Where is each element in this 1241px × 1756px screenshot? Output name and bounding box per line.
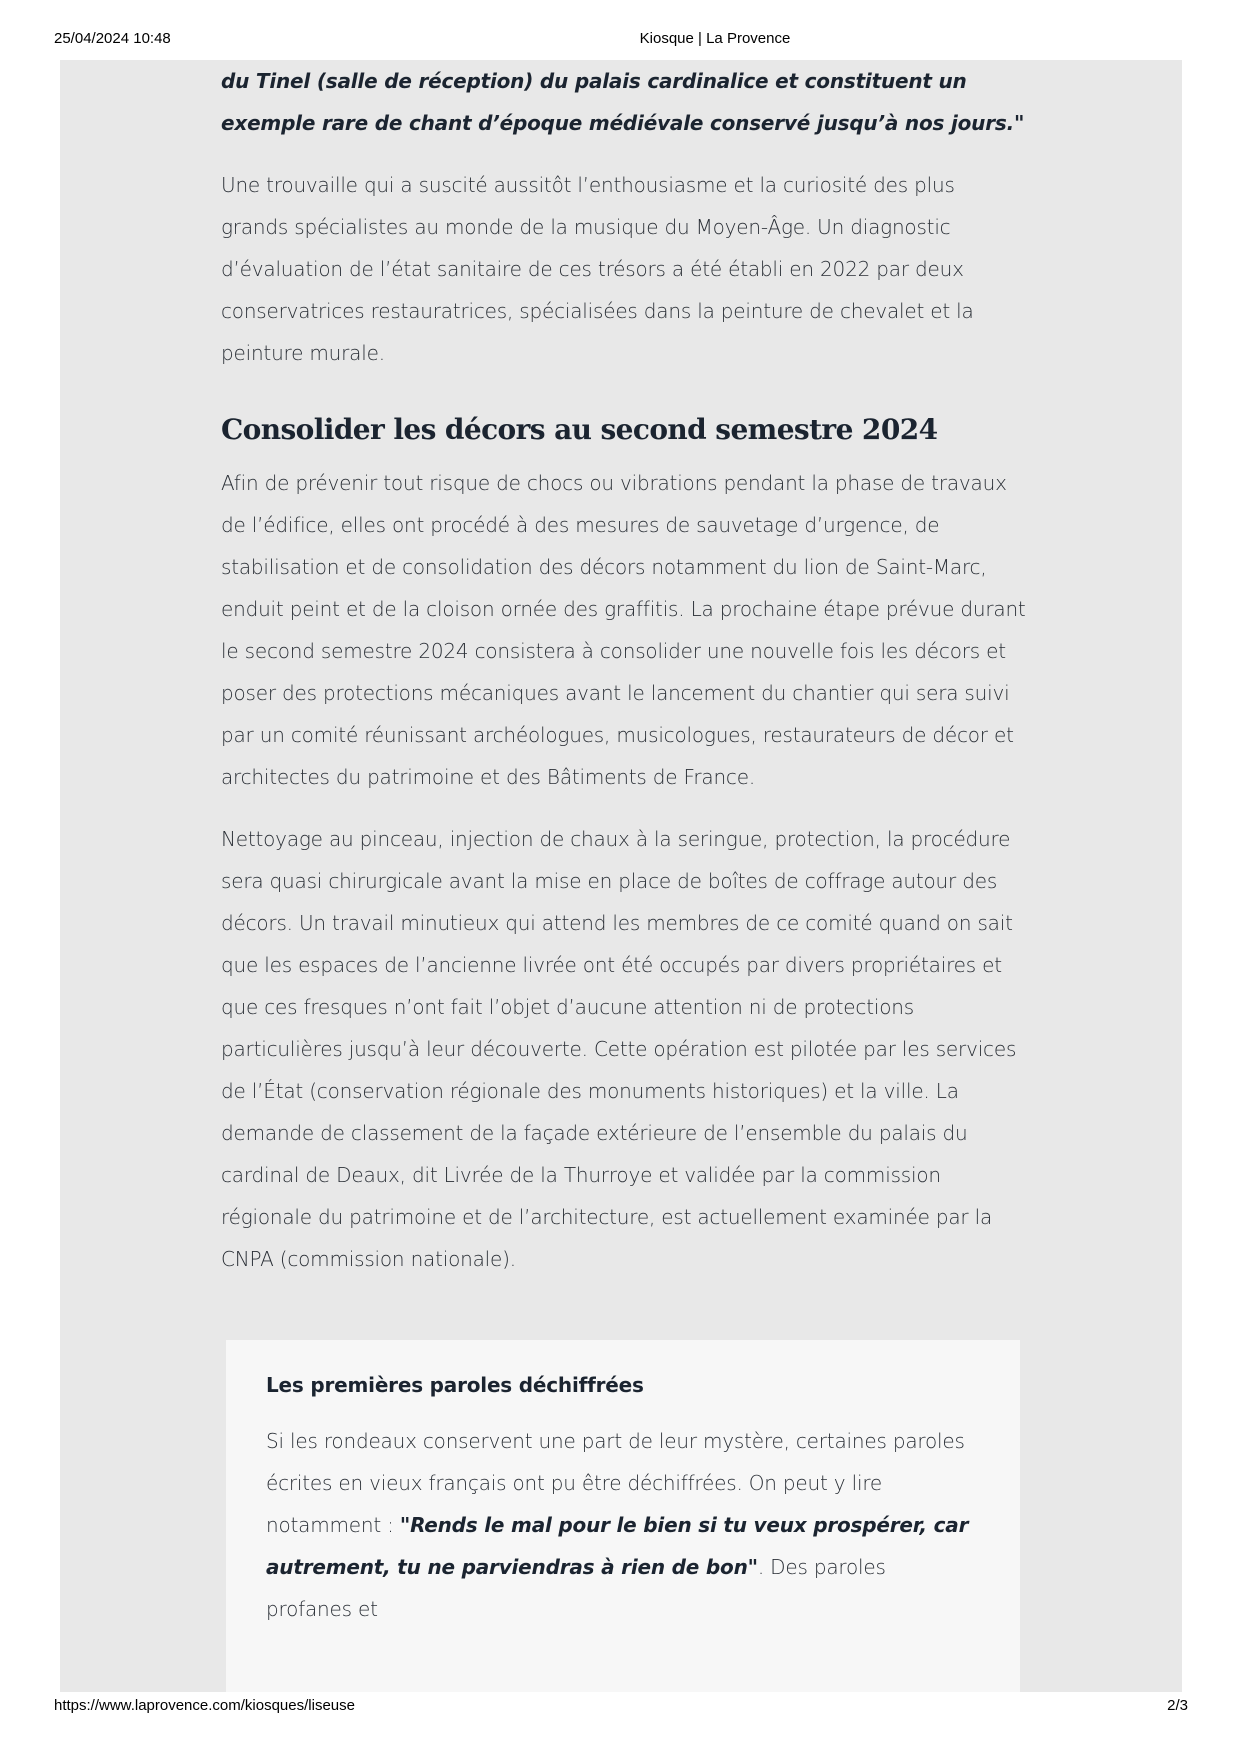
info-box-text-before: Si les rondeaux conservent une part de leur mystère, certaines paroles écrites en vieux français ont pu être déchiffrées. On peut y lire notamment :: [266, 1429, 965, 1537]
paragraph-consolidation: Afin de prévenir tout risque de chocs ou vibrations pendant la phase de travaux de l’édifice, elles ont procédé à des mesures de sauvetage d’urgence, de stabilisation et de consolidation des décors notamment du lion de Saint-Marc, enduit peint et de la cloison ornée des graffitis. La prochaine étape prévue durant le second semestre 2024 consistera à consolider une nouvelle fois les décors et poser des protections mécaniques avant le lancement du chantier qui sera suivi par un comité réunissant archéologues, musicologues, restaurateurs de décor et architectes du patrimoine et des Bâtiments de France.: [221, 471, 1026, 789]
article-body: [221, 60, 1026, 1300]
print-date: 25/04/2024 10:48: [54, 30, 171, 47]
info-box-title: Les premières paroles déchiffrées: [266, 1373, 644, 1397]
print-url: https://www.laprovence.com/kiosques/liseuse: [54, 1697, 355, 1714]
info-box-text: [266, 1420, 976, 1630]
print-page-number: 2/3: [1167, 1697, 1188, 1714]
info-box-text-after: . Des paroles profanes et: [266, 1555, 886, 1621]
print-header: [0, 30, 1241, 54]
info-box-quote: "Rends le mal pour le bien si tu veux prospérer, car autrement, tu ne parviendras à rien de bon": [266, 1513, 969, 1579]
section-heading: Consolider les décors au second semestre 2024: [221, 413, 938, 446]
paragraph-discovery: Une trouvaille qui a suscité aussitôt l’enthousiasme et la curiosité des plus grands spécialistes au monde de la musique du Moyen-Âge. Un diagnostic d’évaluation de l’état sanitaire de ces trésors a été établi en 2022 par deux conservatrices restauratrices, spécialisées dans la peinture de chevalet et la peinture murale.: [221, 173, 974, 365]
paragraph-procedure: Nettoyage au pinceau, injection de chaux à la seringue, protection, la procédure sera quasi chirurgicale avant la mise en place de boîtes de coffrage autour des décors. Un travail minutieux qui attend les membres de ce comité quand on sait que les espaces de l’ancienne livrée ont été occupés par divers propriétaires et que ces fresques n’ont fait l’objet d’aucune attention ni de protections particulières jusqu’à leur découverte. Cette opération est pilotée par les services de l’État (conservation régionale des monuments historiques) et la ville. La demande de classement de la façade extérieure de l’ensemble du palais du cardinal de Deaux, dit Livrée de la Thurroye et validée par la commission régionale du patrimoine et de l’architecture, est actuellement examinée par la CNPA (commission nationale).: [221, 827, 1017, 1271]
info-box: [226, 1340, 1020, 1692]
quote-tail: du Tinel (salle de réception) du palais cardinalice et constituent un exemple rare de chant d’époque médiévale conservé jusqu’à nos jours.": [221, 69, 1025, 135]
print-page-title: Kiosque | La Provence: [639, 30, 791, 47]
print-footer: [0, 1697, 1241, 1721]
